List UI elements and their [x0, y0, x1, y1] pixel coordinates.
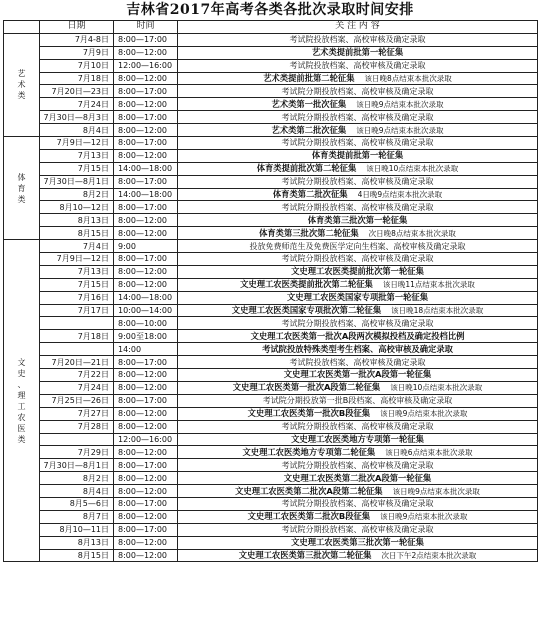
category-cell	[4, 240, 40, 562]
content-cell	[178, 111, 538, 124]
content-note: 该日晚11点结束本批次录取	[382, 280, 475, 290]
table-row	[4, 433, 538, 446]
time-cell: 8:00—12:00	[114, 227, 178, 240]
content-text: 体育类第三批次第二轮征集	[259, 227, 359, 238]
time-cell: 9:00	[114, 240, 178, 253]
table-row	[4, 497, 538, 510]
content-cell	[178, 549, 538, 562]
table-row	[4, 59, 538, 72]
time-cell: 8:00—12:00	[114, 510, 178, 523]
date-cell: 7月15日	[40, 278, 114, 291]
table-row	[4, 240, 538, 253]
date-cell: 7月20日—23日	[40, 85, 114, 98]
content-text: 考试院分期投放档案、高校审核及确定录取	[281, 177, 434, 187]
time-cell: 8:00—17:00	[114, 394, 178, 407]
date-cell: 7月24日	[40, 98, 114, 111]
content-cell	[178, 472, 538, 485]
content-note: 该日晚10点结束本批次录取	[390, 383, 483, 393]
content-cell	[178, 72, 538, 85]
content-note: 次日晚8点结束本批次录取	[368, 228, 456, 238]
content-text: 考试院分期投放档案、高校审核及确定录取	[281, 202, 434, 212]
table-row	[4, 536, 538, 549]
time-cell: 8:00—12:00	[114, 536, 178, 549]
content-cell	[178, 485, 538, 498]
date-cell	[40, 343, 114, 356]
content-text: 考试院分期投放档案、高校审核及确定录取	[281, 138, 434, 148]
time-cell: 12:00—16:00	[114, 59, 178, 72]
table-body	[4, 33, 538, 562]
table-row	[4, 549, 538, 562]
table-row	[4, 446, 538, 459]
content-note: 该日晚6点结束本批次录取	[385, 447, 473, 457]
content-text: 文史理工农医类第一批次A段第一轮征集	[283, 369, 432, 380]
content-cell	[178, 343, 538, 356]
time-cell: 14:00—18:00	[114, 162, 178, 175]
date-cell: 8月15日	[40, 549, 114, 562]
time-cell: 8:00—12:00	[114, 485, 178, 498]
content-text: 考试院分期投放档案、高校审核及确定录取	[281, 254, 434, 264]
date-cell: 7月18日	[40, 330, 114, 343]
date-cell: 8月13日	[40, 536, 114, 549]
date-cell: 7月27日	[40, 407, 114, 420]
table-row	[4, 343, 538, 356]
content-text: 体育类第二批次征集	[272, 189, 348, 200]
content-text: 考试院分期投放档案、高校审核及确定录取	[281, 112, 434, 122]
time-cell: 8:00—17:00	[114, 111, 178, 124]
header-date: 日期	[40, 21, 114, 34]
time-cell: 10:00—14:00	[114, 304, 178, 317]
table-row	[4, 137, 538, 150]
date-cell: 8月10—12日	[40, 201, 114, 214]
time-cell: 8:00—17:00	[114, 201, 178, 214]
content-note: 次日下午2点结束本批次录取	[381, 550, 477, 560]
table-row	[4, 188, 538, 201]
table-row	[4, 394, 538, 407]
table-row	[4, 485, 538, 498]
table-row	[4, 472, 538, 485]
content-cell	[178, 523, 538, 536]
time-cell: 14:00—18:00	[114, 188, 178, 201]
content-text: 考试院分期投放档案、高校审核及确定录取	[281, 86, 434, 96]
table-row	[4, 85, 538, 98]
table-row	[4, 304, 538, 317]
content-cell	[178, 98, 538, 111]
content-cell	[178, 33, 538, 46]
content-cell	[178, 291, 538, 304]
table-row	[4, 227, 538, 240]
time-cell: 8:00—12:00	[114, 214, 178, 227]
table-row	[4, 420, 538, 433]
table-row	[4, 278, 538, 291]
date-cell: 8月13日	[40, 214, 114, 227]
time-cell: 8:00—12:00	[114, 369, 178, 382]
category-label: 体 育 类	[17, 172, 26, 204]
content-note: 4日晚9点结束本批次录取	[357, 190, 443, 200]
header-category	[4, 21, 40, 34]
time-cell: 8:00—17:00	[114, 33, 178, 46]
time-cell: 14:00—18:00	[114, 291, 178, 304]
date-cell: 8月4日	[40, 124, 114, 137]
content-text: 艺术类提前批第一轮征集	[311, 47, 404, 58]
content-text: 文史理工农医类第一批次A段第二轮征集	[232, 382, 381, 393]
time-cell: 8:00—17:00	[114, 137, 178, 150]
content-note: 该日晚10点结束本批次录取	[366, 164, 459, 174]
content-text: 体育类第三批次第一轮征集	[307, 214, 408, 225]
date-cell	[40, 433, 114, 446]
table-row	[4, 201, 538, 214]
content-cell	[178, 356, 538, 369]
time-cell: 9:00至18:00	[114, 330, 178, 343]
schedule-table	[3, 20, 538, 562]
date-cell: 7月18日	[40, 72, 114, 85]
content-text: 文史理工农医类提前批次第二轮征集	[240, 279, 373, 290]
content-note: 该日晚9点结束本批次录取	[356, 99, 444, 109]
header-content: 关 注 内 容	[178, 21, 538, 34]
date-cell: 7月30日—8月1日	[40, 175, 114, 188]
table-row	[4, 214, 538, 227]
date-cell: 8月7日	[40, 510, 114, 523]
content-cell	[178, 446, 538, 459]
date-cell: 7月17日	[40, 304, 114, 317]
content-cell	[178, 420, 538, 433]
header-time: 时间	[114, 21, 178, 34]
content-text: 考试院分期投放档案、高校审核及确定录取	[281, 499, 434, 509]
date-cell: 7月29日	[40, 446, 114, 459]
content-text: 文史理工农医类地方专项第一轮征集	[291, 433, 424, 444]
content-cell	[178, 394, 538, 407]
time-cell: 8:00—17:00	[114, 175, 178, 188]
time-cell: 8:00—12:00	[114, 407, 178, 420]
table-row	[4, 265, 538, 278]
content-text: 文史理工农医类第二批次A段第二轮征集	[235, 485, 383, 496]
page-title: 吉林省2017年高考各类各批次录取时间安排	[126, 2, 414, 18]
content-cell	[178, 317, 538, 330]
time-cell: 8:00—12:00	[114, 124, 178, 137]
time-cell: 8:00—12:00	[114, 72, 178, 85]
date-cell: 7月4日	[40, 240, 114, 253]
table-row	[4, 510, 538, 523]
date-cell: 7月30日—8月3日	[40, 111, 114, 124]
time-cell: 8:00—12:00	[114, 149, 178, 162]
content-cell	[178, 369, 538, 382]
content-cell	[178, 536, 538, 549]
date-cell: 7月10日	[40, 59, 114, 72]
content-cell	[178, 214, 538, 227]
content-text: 艺术类第一批次征集	[271, 98, 347, 109]
content-note: 该日晚9点结束本批次录取	[392, 486, 480, 496]
content-text: 体育类提前批次第二轮征集	[256, 163, 357, 174]
content-note: 该日晚9点结束本批次录取	[356, 125, 444, 135]
table-row	[4, 459, 538, 472]
date-cell: 7月30日—8月1日	[40, 459, 114, 472]
date-cell	[40, 317, 114, 330]
time-cell: 8:00—12:00	[114, 446, 178, 459]
content-text: 文史理工农医类第三批次第二轮征集	[238, 549, 372, 560]
time-cell: 8:00—17:00	[114, 459, 178, 472]
table-row	[4, 523, 538, 536]
table-row	[4, 149, 538, 162]
content-text: 考试院分期投放档案、高校审核及确定录取	[281, 318, 434, 328]
date-cell: 7月15日	[40, 162, 114, 175]
time-cell: 8:00—12:00	[114, 278, 178, 291]
date-cell: 7月16日	[40, 291, 114, 304]
content-cell	[178, 201, 538, 214]
content-cell	[178, 407, 538, 420]
content-cell	[178, 510, 538, 523]
date-cell: 8月10—11日	[40, 523, 114, 536]
content-cell	[178, 330, 538, 343]
table-row	[4, 162, 538, 175]
date-cell: 8月2日	[40, 188, 114, 201]
content-text: 考试院分期投放档案、高校审核及确定录取	[281, 525, 434, 535]
table-row	[4, 369, 538, 382]
content-cell	[178, 459, 538, 472]
content-cell	[178, 137, 538, 150]
date-cell: 7月20日—21日	[40, 356, 114, 369]
content-text: 文史理工农医类第一批次B段征集	[247, 408, 371, 419]
content-cell	[178, 240, 538, 253]
time-cell: 8:00—17:00	[114, 497, 178, 510]
content-text: 考试院分期投放档案、高校审核及确定录取	[281, 460, 434, 470]
table-row	[4, 33, 538, 46]
time-cell: 8:00—12:00	[114, 420, 178, 433]
time-cell: 8:00—17:00	[114, 85, 178, 98]
content-cell	[178, 433, 538, 446]
date-cell: 7月28日	[40, 420, 114, 433]
time-cell: 8:00—12:00	[114, 549, 178, 562]
content-cell	[178, 124, 538, 137]
category-cell	[4, 33, 40, 136]
content-cell	[178, 59, 538, 72]
table-row	[4, 111, 538, 124]
date-cell: 8月2日	[40, 472, 114, 485]
content-text: 考试院投放档案、高校审核及确定录取	[289, 35, 426, 45]
content-note: 该日晚9点结束本批次录取	[380, 512, 468, 522]
content-cell	[178, 175, 538, 188]
time-cell: 8:00—17:00	[114, 253, 178, 266]
time-cell: 8:00—12:00	[114, 98, 178, 111]
table-row	[4, 356, 538, 369]
table-row	[4, 330, 538, 343]
content-text: 体育类提前批第一轮征集	[311, 150, 404, 161]
table-row	[4, 381, 538, 394]
content-cell	[178, 381, 538, 394]
table-header-row	[4, 21, 538, 34]
content-text: 投放免费师范生及免费医学定向生档案、高校审核及确定录取	[249, 241, 466, 251]
content-text: 文史理工农医类第一批次A段两次模拟投档及确定投档比例	[250, 330, 465, 341]
content-text: 考试院投放特殊类型考生档案、高校审核及确定录取	[262, 343, 453, 354]
time-cell: 14:00	[114, 343, 178, 356]
content-cell	[178, 188, 538, 201]
category-cell	[4, 137, 40, 240]
content-cell	[178, 46, 538, 59]
date-cell: 8月5—6日	[40, 497, 114, 510]
date-cell: 7月9日—12日	[40, 137, 114, 150]
date-cell: 7月22日	[40, 369, 114, 382]
content-cell	[178, 304, 538, 317]
time-cell: 8:00—12:00	[114, 381, 178, 394]
time-cell: 8:00—17:00	[114, 523, 178, 536]
content-text: 艺术类第二批次征集	[271, 124, 347, 135]
content-note: 该日晚18点结束本批次录取	[391, 306, 484, 316]
time-cell: 12:00—16:00	[114, 433, 178, 446]
content-cell	[178, 265, 538, 278]
table-row	[4, 72, 538, 85]
content-text: 考试院投放档案、高校审核及确定录取	[289, 357, 426, 367]
table-row	[4, 317, 538, 330]
content-cell	[178, 149, 538, 162]
content-text: 文史理工农医类第三批次第一轮征集	[291, 537, 424, 548]
date-cell: 7月13日	[40, 149, 114, 162]
content-text: 考试院分期投放档案、高校审核及确定录取	[281, 422, 434, 432]
content-text: 文史理工农医类第二批次A段第一轮征集	[283, 472, 432, 483]
category-label: 艺 术 类	[17, 69, 26, 101]
content-text: 文史理工农医类国家专项批次第二轮征集	[231, 305, 382, 316]
content-cell	[178, 227, 538, 240]
date-cell: 7月13日	[40, 265, 114, 278]
content-text: 艺术类提前批第二轮征集	[263, 73, 355, 83]
table-row	[4, 253, 538, 266]
content-text: 文史理工农医类提前批次第一轮征集	[291, 266, 424, 277]
time-cell: 8:00—17:00	[114, 356, 178, 369]
table-row	[4, 407, 538, 420]
table-row	[4, 124, 538, 137]
category-label: 文 史 、 理 工 农 医 类	[17, 357, 26, 444]
date-cell: 8月4日	[40, 485, 114, 498]
date-cell: 7月25日—26日	[40, 394, 114, 407]
date-cell: 7月24日	[40, 381, 114, 394]
date-cell: 7月9日—12日	[40, 253, 114, 266]
content-cell	[178, 497, 538, 510]
table-row	[4, 291, 538, 304]
date-cell: 7月4-8日	[40, 33, 114, 46]
content-text: 考试院投放档案、高校审核及确定录取	[289, 61, 426, 71]
content-note: 该日晚8点结束本批次录取	[364, 74, 452, 83]
table-row	[4, 98, 538, 111]
content-cell	[178, 162, 538, 175]
content-text: 文史理工农医类地方专项第二轮征集	[242, 446, 376, 457]
content-text: 文史理工农医类第二批次B段征集	[247, 511, 371, 522]
time-cell: 8:00—12:00	[114, 472, 178, 485]
date-cell: 8月15日	[40, 227, 114, 240]
content-text: 考试院分期投放第一批B段档案、高校审核及确定录取	[262, 396, 453, 406]
content-cell	[178, 85, 538, 98]
content-cell	[178, 278, 538, 291]
time-cell: 8:00—10:00	[114, 317, 178, 330]
time-cell: 8:00—12:00	[114, 265, 178, 278]
date-cell: 7月9日	[40, 46, 114, 59]
content-cell	[178, 253, 538, 266]
table-row	[4, 175, 538, 188]
time-cell: 8:00—12:00	[114, 46, 178, 59]
content-text: 文史理工农医类国家专项批第一轮征集	[286, 292, 429, 303]
content-note: 该日晚9点结束本批次录取	[380, 409, 468, 419]
table-row	[4, 46, 538, 59]
